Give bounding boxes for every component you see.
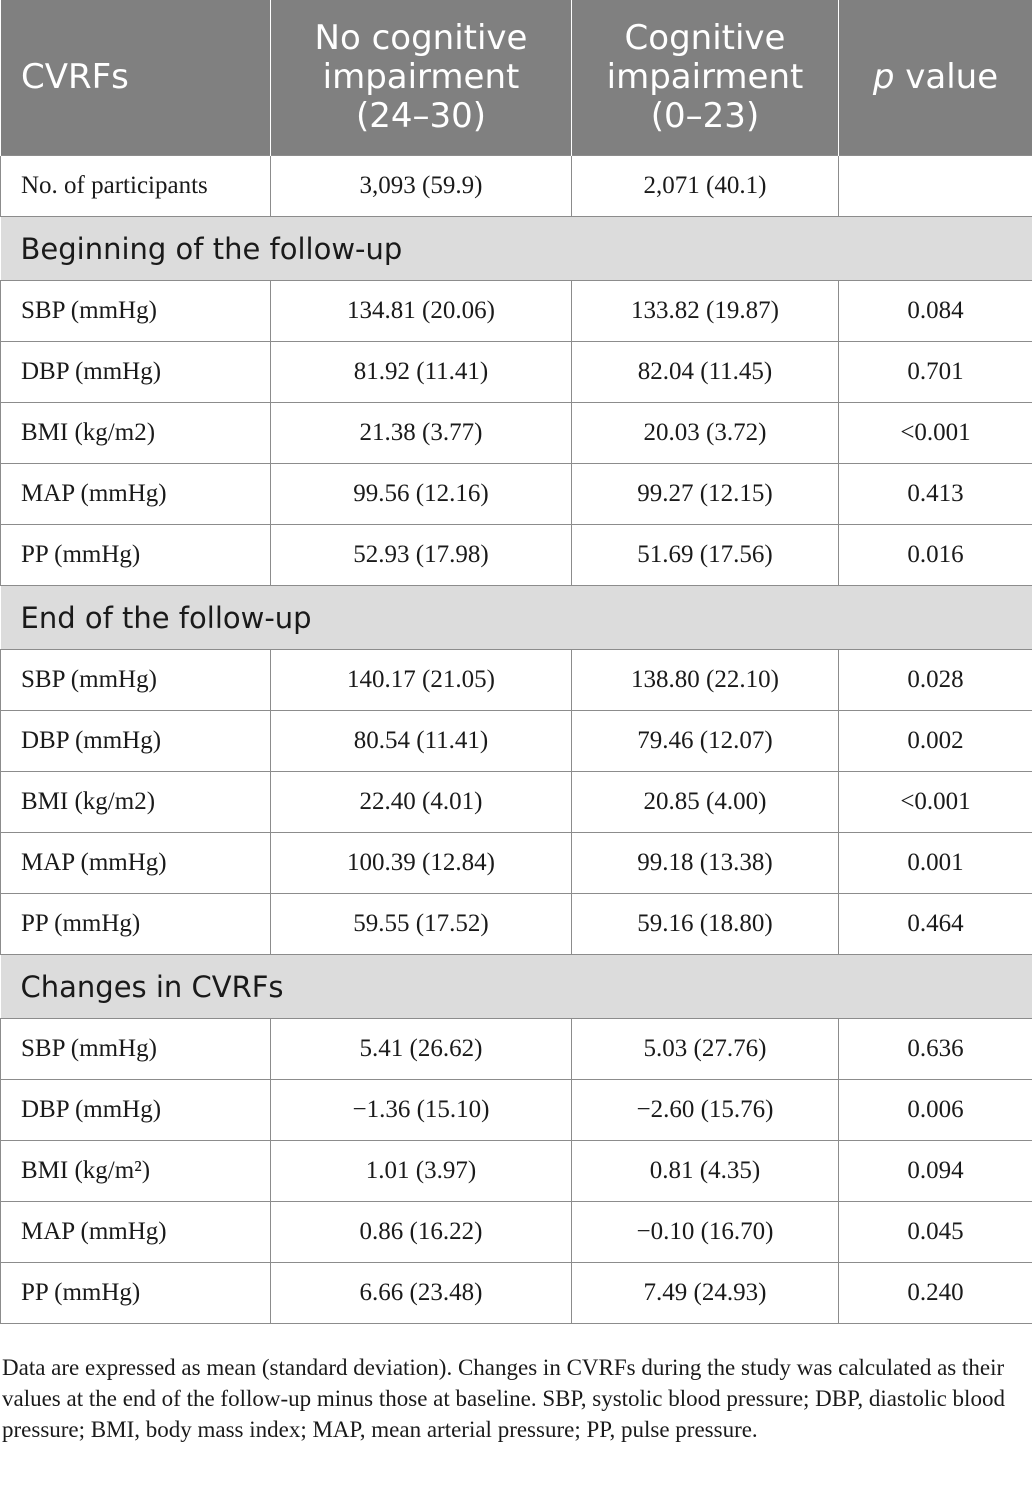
cell-impairment: 138.80 (22.10) xyxy=(572,650,839,711)
row-label: SBP (mmHg) xyxy=(1,281,271,342)
cell-no-impairment: 134.81 (20.06) xyxy=(271,281,572,342)
row-label: MAP (mmHg) xyxy=(1,1202,271,1263)
header-line: impairment xyxy=(606,57,804,97)
header-line: (24–30) xyxy=(355,96,487,136)
cell-impairment: 0.81 (4.35) xyxy=(572,1141,839,1202)
row-label: No. of participants xyxy=(1,156,271,217)
row-label: SBP (mmHg) xyxy=(1,1019,271,1080)
cell-impairment: 5.03 (27.76) xyxy=(572,1019,839,1080)
cell-impairment: 7.49 (24.93) xyxy=(572,1263,839,1324)
row-label: PP (mmHg) xyxy=(1,1263,271,1324)
header-no-cognitive-impairment xyxy=(271,0,572,156)
cell-no-impairment: 52.93 (17.98) xyxy=(271,525,572,586)
table-row xyxy=(1,525,1032,586)
cell-no-impairment: 0.86 (16.22) xyxy=(271,1202,572,1263)
row-label: DBP (mmHg) xyxy=(1,1080,271,1141)
section-title: End of the follow-up xyxy=(1,586,1032,650)
table-row xyxy=(1,342,1032,403)
cell-p-value: 0.701 xyxy=(839,342,1032,403)
cell-impairment: 79.46 (12.07) xyxy=(572,711,839,772)
cell-p-value: 0.240 xyxy=(839,1263,1032,1324)
cell-impairment: 133.82 (19.87) xyxy=(572,281,839,342)
cell-p-value: 0.464 xyxy=(839,894,1032,955)
cell-no-impairment: −1.36 (15.10) xyxy=(271,1080,572,1141)
cell-p-value: 0.045 xyxy=(839,1202,1032,1263)
cell-impairment: 20.03 (3.72) xyxy=(572,403,839,464)
header-line: No cognitive xyxy=(314,18,528,58)
table-row xyxy=(1,894,1032,955)
row-label: DBP (mmHg) xyxy=(1,342,271,403)
cell-p-value: 0.016 xyxy=(839,525,1032,586)
row-label: MAP (mmHg) xyxy=(1,464,271,525)
header-row xyxy=(1,0,1032,156)
row-label: BMI (kg/m2) xyxy=(1,403,271,464)
header-p-value xyxy=(839,0,1032,156)
cell-p-value: <0.001 xyxy=(839,772,1032,833)
cell-no-impairment: 21.38 (3.77) xyxy=(271,403,572,464)
table-row xyxy=(1,464,1032,525)
cell-no-impairment: 5.41 (26.62) xyxy=(271,1019,572,1080)
cell-impairment: 99.18 (13.38) xyxy=(572,833,839,894)
table-row xyxy=(1,281,1032,342)
cell-impairment: 82.04 (11.45) xyxy=(572,342,839,403)
cell-p-value: 0.636 xyxy=(839,1019,1032,1080)
header-line: Cognitive xyxy=(624,18,786,58)
table-row xyxy=(1,1202,1032,1263)
cell-no-impairment: 81.92 (11.41) xyxy=(271,342,572,403)
cell-p-value: 0.006 xyxy=(839,1080,1032,1141)
cell-impairment: 20.85 (4.00) xyxy=(572,772,839,833)
row-label: DBP (mmHg) xyxy=(1,711,271,772)
cell-no-impairment: 3,093 (59.9) xyxy=(271,156,572,217)
cell-no-impairment: 1.01 (3.97) xyxy=(271,1141,572,1202)
participants-row xyxy=(1,156,1032,217)
table-row xyxy=(1,650,1032,711)
p-italic: p xyxy=(872,57,895,97)
cell-p-value: 0.002 xyxy=(839,711,1032,772)
cell-no-impairment: 6.66 (23.48) xyxy=(271,1263,572,1324)
cell-impairment: −2.60 (15.76) xyxy=(572,1080,839,1141)
cell-impairment: 99.27 (12.15) xyxy=(572,464,839,525)
header-cvrfs: CVRFs xyxy=(1,0,271,156)
cell-impairment: −0.10 (16.70) xyxy=(572,1202,839,1263)
cell-no-impairment: 80.54 (11.41) xyxy=(271,711,572,772)
table-row xyxy=(1,403,1032,464)
table-row xyxy=(1,1019,1032,1080)
cell-p-value: 0.028 xyxy=(839,650,1032,711)
p-value-text: value xyxy=(894,57,999,97)
section-header-row xyxy=(1,955,1032,1019)
section-title: Changes in CVRFs xyxy=(1,955,1032,1019)
row-label: MAP (mmHg) xyxy=(1,833,271,894)
table-footnote: Data are expressed as mean (standard deviation). Changes in CVRFs during the study was calculated as their values at the end of the follow-up minus those at baseline. SBP, systolic blood pressure; DBP, diastolic blood pressure; BMI, body mass index; MAP, mean arterial pressure; PP, pulse pressure. xyxy=(2,1355,1005,1442)
section-header-row xyxy=(1,586,1032,650)
header-cognitive-impairment xyxy=(572,0,839,156)
cell-no-impairment: 140.17 (21.05) xyxy=(271,650,572,711)
cell-p-value: <0.001 xyxy=(839,403,1032,464)
row-label: SBP (mmHg) xyxy=(1,650,271,711)
cell-p-value: 0.001 xyxy=(839,833,1032,894)
header-line: impairment xyxy=(322,57,520,97)
table-row xyxy=(1,1141,1032,1202)
cell-impairment: 51.69 (17.56) xyxy=(572,525,839,586)
cell-p-value: 0.413 xyxy=(839,464,1032,525)
cell-impairment: 59.16 (18.80) xyxy=(572,894,839,955)
cell-no-impairment: 100.39 (12.84) xyxy=(271,833,572,894)
cell-no-impairment: 59.55 (17.52) xyxy=(271,894,572,955)
section-title: Beginning of the follow-up xyxy=(1,217,1032,281)
table-row xyxy=(1,1080,1032,1141)
header-line: (0–23) xyxy=(650,96,760,136)
row-label: PP (mmHg) xyxy=(1,894,271,955)
table-row xyxy=(1,772,1032,833)
cell-p-value xyxy=(839,156,1032,217)
section-header-row xyxy=(1,217,1032,281)
row-label: PP (mmHg) xyxy=(1,525,271,586)
cell-no-impairment: 99.56 (12.16) xyxy=(271,464,572,525)
row-label: BMI (kg/m²) xyxy=(1,1141,271,1202)
cell-p-value: 0.084 xyxy=(839,281,1032,342)
cell-impairment: 2,071 (40.1) xyxy=(572,156,839,217)
table-row xyxy=(1,833,1032,894)
table-row xyxy=(1,1263,1032,1324)
cell-p-value: 0.094 xyxy=(839,1141,1032,1202)
cell-no-impairment: 22.40 (4.01) xyxy=(271,772,572,833)
row-label: BMI (kg/m2) xyxy=(1,772,271,833)
table-row xyxy=(1,711,1032,772)
